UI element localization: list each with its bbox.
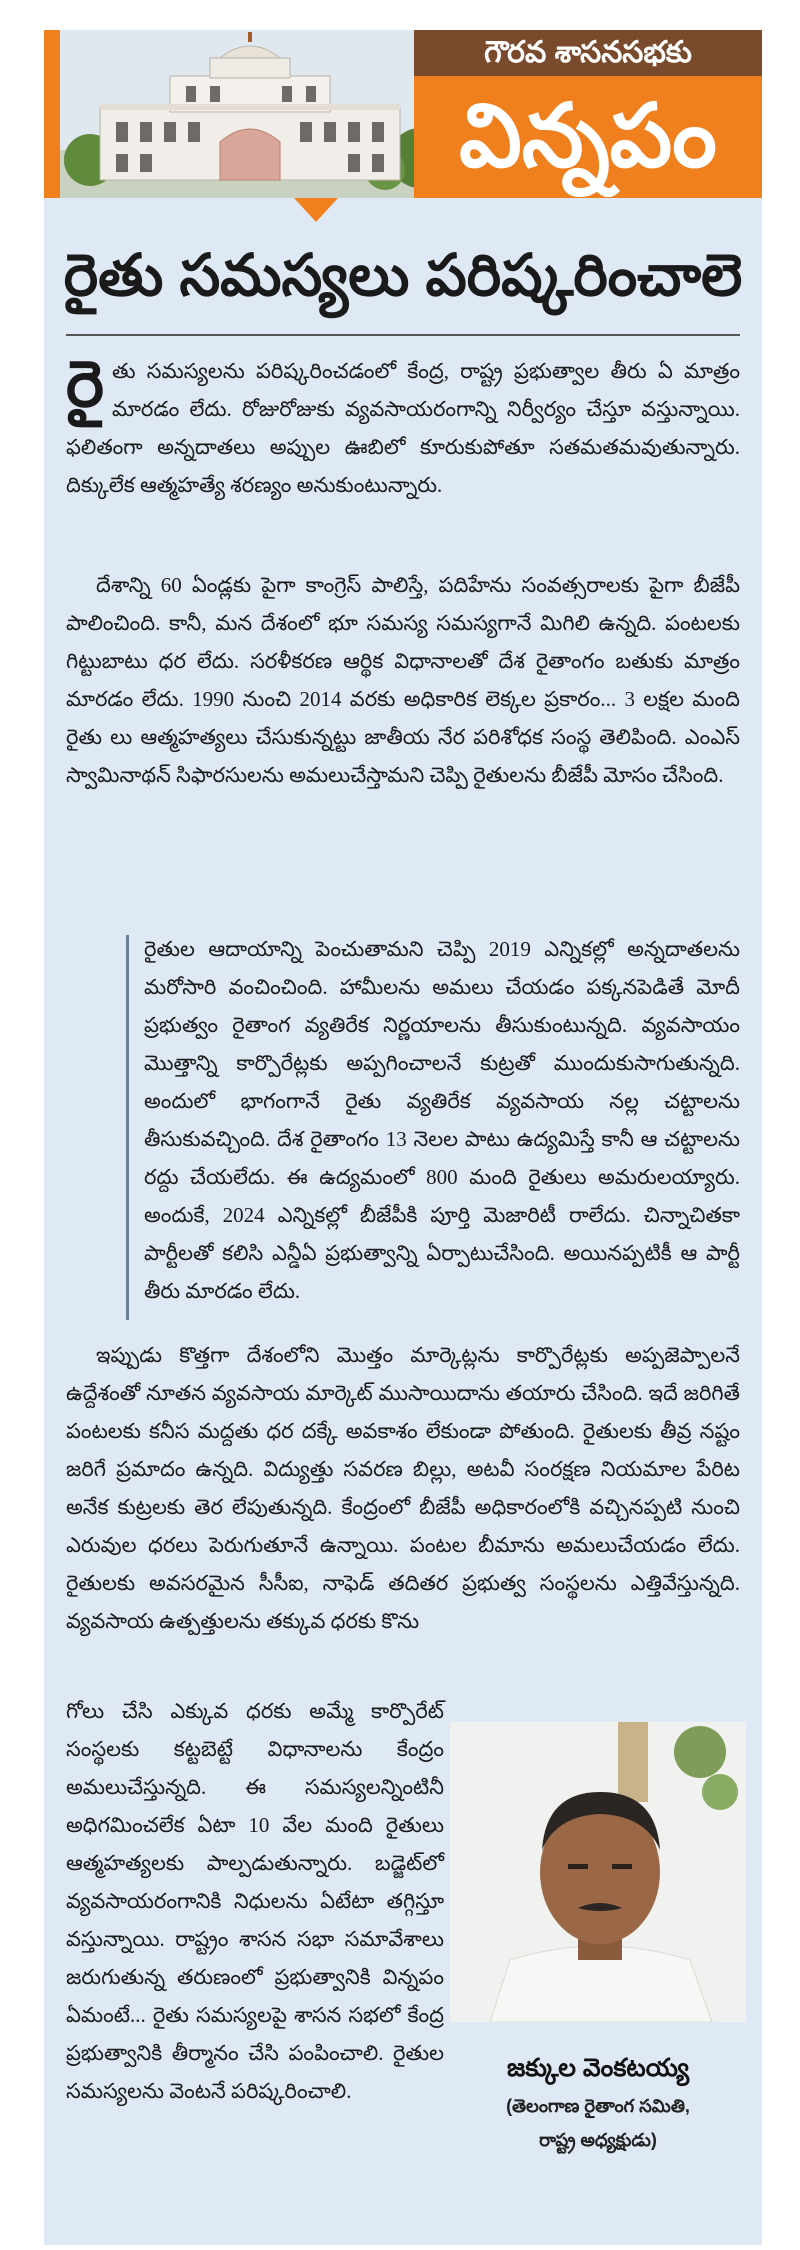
column-banner: [414, 30, 762, 198]
title-divider: [66, 334, 740, 336]
paragraph-1: [66, 348, 740, 504]
paragraph-5: గోలు చేసి ఎక్కువ ధరకు అమ్మే కార్పొరేట్ సంస్థలకు కట్టబెట్టే విధానాలను కేంద్రం అమలుచేస్తున్నది. ఈ సమస్యలన్నింటినీ అధిగమించలేక ఏటా 10 వేల మంది రైతులు ఆత్మహత్యలకు పాల్పడుతున్నారు. బడ్జెట్‌లో వ్యవసాయరంగానికి నిధులను ఏటేటా తగ్గిస్తూ వస్తున్నాయి. రాష్ట్రం శాసన సభా సమావేశాలు జరుగుతున్న తరుణంలో ప్రభుత్వానికి విన్నపం ఏమంటే... రైతు సమస్యలపై శాసన సభలో కేంద్ర ప్రభుత్వానికి తీర్మానం చేసి పంపించాలి. రైతుల సమస్యలను వెంటనే పరిష్కరించాలి.: [66, 1699, 444, 2103]
paragraph-3: రైతుల ఆదాయాన్ని పెంచుతామని చెప్పి 2019 ఎన్నికల్లో అన్నదాతలను మరోసారి వంచించింది. హామీలను అమలు చేయడం పక్కనపెడితే మోదీ ప్రభుత్వం రైతాంగ వ్యతిరేక నిర్ణయాలను తీసుకుంటున్నది. వ్యవసాయం మొత్తాన్ని కార్పొరేట్లకు అప్పగించాలనే కుట్రతో ముందుకుసాగుతున్నది. అందులో భాగంగానే రైతు వ్యతిరేక వ్యవసాయ నల్ల చట్టాలను తీసుకువచ్చింది. దేశ రైతాంగం 13 నెలల పాటు ఉద్యమిస్తే కానీ ఆ చట్టాలను రద్దు చేయలేదు. ఈ ఉద్యమంలో 800 మంది రైతులు అమరులయ్యారు. అందుకే, 2024 ఎన్నికల్లో బీజేపీకి పూర్తి మెజారిటీ రాలేదు. చిన్నాచితకా పార్టీలతో కలిసి ఎన్డీఏ ప్రభుత్వాన్ని ఏర్పాటుచేసింది. అయినప్పటికీ ఆ పార్టీ తీరు మారడం లేదు.: [144, 937, 740, 1303]
speech-tail: [294, 198, 338, 222]
paragraph-1-text: తు సమస్యలను పరిష్కరించడంలో కేంద్ర, రాష్ట్ర ప్రభుత్వాల తీరు ఏ మాత్రం మారడం లేదు. రోజురోజుకు వ్యవసాయరంగాన్ని నిర్వీర్యం చేస్తూ వస్తున్నాయి. ఫలితంగా అన్నదాతలు అప్పుల ఊబిలో కూరుకుపోతూ సతమతమవుతున్నారు. దిక్కులేక ఆత్మహత్యే శరణ్యం అనుకుంటున్నారు.: [66, 359, 740, 497]
article-title: రైతు సమస్యలు పరిష్కరించాలె: [63, 243, 743, 308]
drop-cap: రై: [66, 348, 104, 420]
paragraph-2: దేశాన్ని 60 ఏండ్లకు పైగా కాంగ్రెస్ పాలిస్తే, పదిహేను సంవత్సరాలకు పైగా బీజేపీ పాలించింది. కానీ, మన దేశంలో భూ సమస్య సమస్యగానే మిగిలి ఉన్నది. పంటలకు గిట్టుబాటు ధర లేదు. సరళీకరణ ఆర్థిక విధానాలతో దేశ రైతాంగం బతుకు మాత్రం మారడం లేదు. 1990 నుంచి 2014 వరకు అధికారిక లెక్కల ప్రకారం... 3 లక్షల మంది రైతు లు ఆత్మహత్యలు చేసుకున్నట్టు జాతీయ నేర పరిశోధక సంస్థ తెలిపింది. ఎంఎస్ స్వామినాథన్ సిఫారసులను అమలుచేస్తామని చెప్పి రైతులను బీజేపీ మోసం చేసింది.: [66, 573, 740, 787]
column-header: [44, 30, 762, 198]
author-organisation: (తెలంగాణ రైతాంగ సమితి,: [506, 2096, 690, 2116]
assembly-building-image: [60, 30, 450, 198]
newspaper-page: [44, 30, 762, 2245]
paragraph-4: ఇప్పుడు కొత్తగా దేశంలోని మొత్తం మార్కెట్లను కార్పొరేట్లకు అప్పజెప్పాలనే ఉద్దేశంతో నూతన వ్యవసాయ మార్కెట్ ముసాయిదాను తయారు చేసింది. ఇదే జరిగితే పంటలకు కనీస మద్దతు ధర దక్కే అవకాశం లేకుండా పోతుంది. రైతులకు తీవ్ర నష్టం జరిగే ప్రమాదం ఉన్నది. విద్యుత్తు సవరణ బిల్లు, అటవీ సంరక్షణ నియమాల పేరిట అనేక కుట్రలకు తెర లేపుతున్నది. కేంద్రంలో బీజేపీ అధికారంలోకి వచ్చినప్పటి నుంచి ఎరువుల ధరలు పెరుగుతూనే ఉన్నాయి. పంటల బీమాను అమలుచేయడం లేదు. రైతులకు అవసరమైన సీసీఐ, నాఫెడ్ తదితర ప్రభుత్వ సంస్థలను ఎత్తివేస్తున్నది. వ్యవసాయ ఉత్పత్తులను తక్కువ ధరకు కొను: [66, 1343, 740, 1633]
accent-strip: [44, 30, 60, 198]
author-name: జక్కుల వెంకటయ్య: [506, 2054, 690, 2082]
banner-subtitle: గౌరవ శాసనసభకు: [414, 30, 762, 76]
author-role: రాష్ట్ర అధ్యక్షుడు): [539, 2130, 657, 2150]
banner-title: విన్నపం: [459, 86, 717, 185]
pull-quote-bar: [126, 935, 129, 1320]
author-photo: [450, 1722, 746, 2022]
